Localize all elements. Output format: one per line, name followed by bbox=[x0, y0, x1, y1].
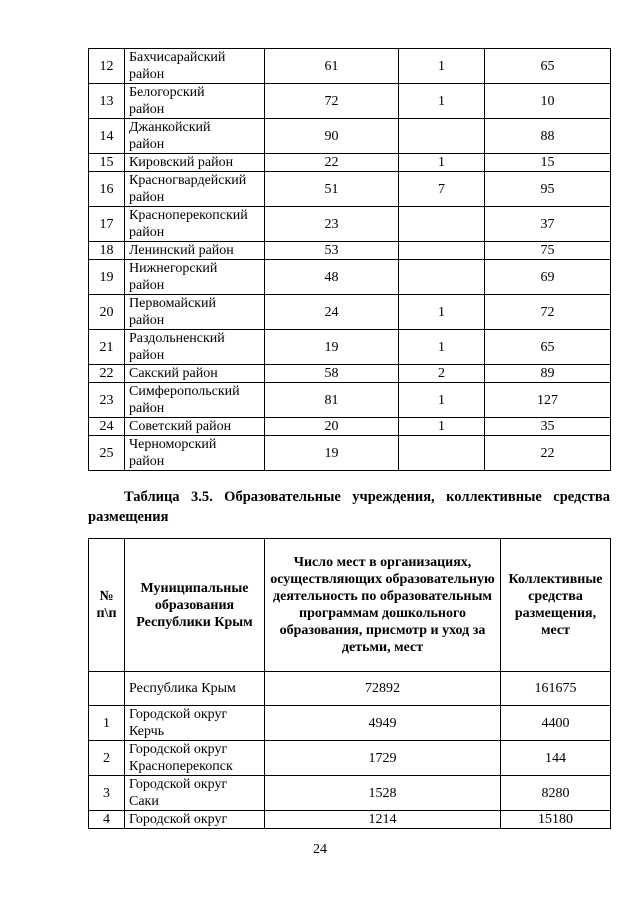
row-number-cell: 18 bbox=[89, 242, 125, 260]
district-name-line: район bbox=[129, 102, 165, 117]
value-cell: 1 bbox=[399, 383, 485, 418]
value-cell: 58 bbox=[265, 365, 399, 383]
district-name-cell bbox=[125, 418, 265, 436]
district-name-cell bbox=[125, 672, 265, 706]
value-cell: 1729 bbox=[265, 741, 501, 776]
table-row bbox=[89, 383, 611, 418]
district-name-cell bbox=[125, 260, 265, 295]
table-row bbox=[89, 242, 611, 260]
district-name-line: Городской округ bbox=[129, 812, 228, 827]
table-row bbox=[89, 119, 611, 154]
row-number-cell: 1 bbox=[89, 706, 125, 741]
row-number-cell: 3 bbox=[89, 776, 125, 811]
district-name-cell bbox=[125, 706, 265, 741]
district-name-line: район bbox=[129, 137, 165, 152]
value-cell: 15 bbox=[485, 154, 611, 172]
district-name-line: Ленинский район bbox=[129, 243, 234, 258]
district-name-cell bbox=[125, 776, 265, 811]
value-cell: 72 bbox=[485, 295, 611, 330]
value-cell: 22 bbox=[485, 436, 611, 471]
value-cell: 75 bbox=[485, 242, 611, 260]
value-cell: 1528 bbox=[265, 776, 501, 811]
value-cell: 4400 bbox=[501, 706, 611, 741]
table-row bbox=[89, 365, 611, 383]
value-cell: 1 bbox=[399, 418, 485, 436]
row-number-cell: 13 bbox=[89, 84, 125, 119]
value-cell: 144 bbox=[501, 741, 611, 776]
district-name-line: Красноперекопский bbox=[129, 208, 248, 223]
district-name-cell bbox=[125, 49, 265, 84]
row-number-cell: 25 bbox=[89, 436, 125, 471]
value-cell: 2 bbox=[399, 365, 485, 383]
district-name-line: Раздольненский bbox=[129, 331, 225, 346]
value-cell: 89 bbox=[485, 365, 611, 383]
row-number-cell: 4 bbox=[89, 811, 125, 829]
district-name-line: район bbox=[129, 313, 165, 328]
table-row bbox=[89, 811, 611, 829]
row-number-cell: 19 bbox=[89, 260, 125, 295]
table-row bbox=[89, 260, 611, 295]
table-row bbox=[89, 330, 611, 365]
value-cell: 81 bbox=[265, 383, 399, 418]
district-name-cell bbox=[125, 365, 265, 383]
district-name-line: Городской округ bbox=[129, 742, 228, 757]
district-name-line: Симферопольский bbox=[129, 384, 240, 399]
table-row bbox=[89, 776, 611, 811]
row-number-cell: 17 bbox=[89, 207, 125, 242]
value-cell: 61 bbox=[265, 49, 399, 84]
value-cell: 90 bbox=[265, 119, 399, 154]
district-name-cell bbox=[125, 295, 265, 330]
table-row bbox=[89, 207, 611, 242]
district-name-line: Первомайский bbox=[129, 296, 217, 311]
row-number-cell: 2 bbox=[89, 741, 125, 776]
district-name-line: район bbox=[129, 190, 165, 205]
district-name-line: Саки bbox=[129, 794, 159, 809]
district-name-line: Красноперекопск bbox=[129, 759, 233, 774]
row-number-cell: 14 bbox=[89, 119, 125, 154]
row-number-cell: 24 bbox=[89, 418, 125, 436]
header-collective-accommodation: Коллективные средства размещения, мест bbox=[501, 539, 611, 672]
value-cell: 1 bbox=[399, 49, 485, 84]
value-cell bbox=[399, 207, 485, 242]
value-cell: 24 bbox=[265, 295, 399, 330]
row-number-cell: 15 bbox=[89, 154, 125, 172]
district-name-line: район bbox=[129, 278, 165, 293]
district-name-line: Городской округ bbox=[129, 777, 228, 792]
table-row bbox=[89, 49, 611, 84]
header-municipality: Муниципальные образования Республики Крым bbox=[125, 539, 265, 672]
row-number-cell: 20 bbox=[89, 295, 125, 330]
district-name-line: Советский район bbox=[129, 419, 232, 434]
district-name-cell bbox=[125, 741, 265, 776]
value-cell: 53 bbox=[265, 242, 399, 260]
district-name-line: Бахчисарайский bbox=[129, 50, 226, 65]
row-number-cell: 21 bbox=[89, 330, 125, 365]
value-cell: 7 bbox=[399, 172, 485, 207]
value-cell: 69 bbox=[485, 260, 611, 295]
district-name-line: Джанкойский bbox=[129, 120, 211, 135]
table-row bbox=[89, 154, 611, 172]
municipal-districts-table bbox=[88, 48, 611, 471]
value-cell: 51 bbox=[265, 172, 399, 207]
row-number-cell: 12 bbox=[89, 49, 125, 84]
table-row bbox=[89, 418, 611, 436]
value-cell: 19 bbox=[265, 330, 399, 365]
row-number-cell bbox=[89, 672, 125, 706]
district-name-line: район bbox=[129, 401, 165, 416]
value-cell: 1 bbox=[399, 330, 485, 365]
value-cell: 127 bbox=[485, 383, 611, 418]
district-name-cell bbox=[125, 811, 265, 829]
value-cell: 8280 bbox=[501, 776, 611, 811]
value-cell: 1214 bbox=[265, 811, 501, 829]
row-number-cell: 22 bbox=[89, 365, 125, 383]
value-cell: 1 bbox=[399, 154, 485, 172]
table-row bbox=[89, 741, 611, 776]
page-number: 24 bbox=[313, 842, 327, 857]
value-cell: 19 bbox=[265, 436, 399, 471]
row-number-cell: 23 bbox=[89, 383, 125, 418]
district-name-cell bbox=[125, 172, 265, 207]
district-name-cell bbox=[125, 436, 265, 471]
value-cell: 72892 bbox=[265, 672, 501, 706]
value-cell: 1 bbox=[399, 295, 485, 330]
district-name-cell bbox=[125, 242, 265, 260]
value-cell: 1 bbox=[399, 84, 485, 119]
district-name-cell bbox=[125, 207, 265, 242]
row-number-cell: 16 bbox=[89, 172, 125, 207]
district-name-line: район bbox=[129, 348, 165, 363]
district-name-line: Нижнегорский bbox=[129, 261, 218, 276]
value-cell: 65 bbox=[485, 49, 611, 84]
district-name-line: Черноморский bbox=[129, 437, 217, 452]
district-name-cell bbox=[125, 330, 265, 365]
value-cell: 10 bbox=[485, 84, 611, 119]
district-name-line: Сакский район bbox=[129, 366, 218, 381]
district-name-line: район bbox=[129, 225, 165, 240]
district-name-line: Кировский район bbox=[129, 155, 234, 170]
value-cell bbox=[399, 242, 485, 260]
value-cell: 161675 bbox=[501, 672, 611, 706]
value-cell: 88 bbox=[485, 119, 611, 154]
table-row bbox=[89, 706, 611, 741]
value-cell: 4949 bbox=[265, 706, 501, 741]
value-cell: 65 bbox=[485, 330, 611, 365]
header-preschool-places: Число мест в организациях, осуществляющих образовательную деятельность по образовательным программам дошкольного образования, присмотр и уход за детьми, мест bbox=[265, 539, 501, 672]
value-cell: 72 bbox=[265, 84, 399, 119]
education-facilities-table bbox=[88, 538, 611, 829]
table-caption: Таблица 3.5. Образовательные учреждения, коллективные средства размещения bbox=[88, 489, 610, 525]
value-cell: 95 bbox=[485, 172, 611, 207]
value-cell: 22 bbox=[265, 154, 399, 172]
district-name-cell bbox=[125, 119, 265, 154]
district-name-cell bbox=[125, 383, 265, 418]
value-cell: 48 bbox=[265, 260, 399, 295]
district-name-cell bbox=[125, 84, 265, 119]
district-name-line: район bbox=[129, 67, 165, 82]
value-cell: 37 bbox=[485, 207, 611, 242]
value-cell: 35 bbox=[485, 418, 611, 436]
district-name-line: Городской округ bbox=[129, 707, 228, 722]
table-row bbox=[89, 295, 611, 330]
table-row bbox=[89, 172, 611, 207]
value-cell bbox=[399, 436, 485, 471]
value-cell bbox=[399, 119, 485, 154]
value-cell bbox=[399, 260, 485, 295]
value-cell: 23 bbox=[265, 207, 399, 242]
table-row bbox=[89, 672, 611, 706]
district-name-line: Республика Крым bbox=[129, 681, 236, 696]
table-row bbox=[89, 436, 611, 471]
district-name-cell bbox=[125, 154, 265, 172]
district-name-line: Красногвардейский bbox=[129, 173, 247, 188]
table-row bbox=[89, 84, 611, 119]
district-name-line: район bbox=[129, 454, 165, 469]
district-name-line: Белогорский bbox=[129, 85, 205, 100]
header-number: № п\п bbox=[89, 539, 125, 672]
district-name-line: Керчь bbox=[129, 724, 165, 739]
value-cell: 20 bbox=[265, 418, 399, 436]
value-cell: 15180 bbox=[501, 811, 611, 829]
